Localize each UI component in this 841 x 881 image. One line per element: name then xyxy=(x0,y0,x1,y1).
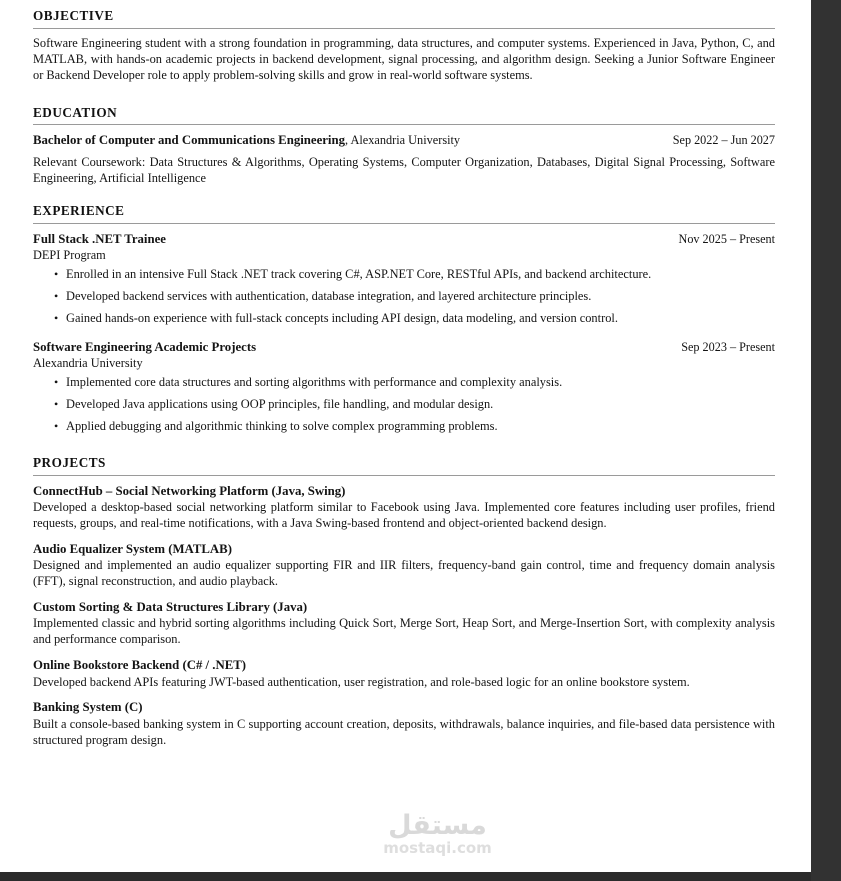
section-projects xyxy=(33,447,775,749)
project-entry xyxy=(33,599,775,648)
project-description: Developed backend APIs featuring JWT-based authentication, user registration, and role-based logic for an online bookstore system. xyxy=(33,674,690,689)
project-description: Built a console-based banking system in C supporting account creation, deposits, withdrawals, balance inquiries, and file-based data persistence with structured program design. xyxy=(33,716,775,747)
section-title-projects: PROJECTS xyxy=(33,454,106,470)
project-name: Banking System (C) xyxy=(33,700,143,715)
experience-entry-title: Full Stack .NET Trainee xyxy=(33,231,166,246)
experience-bullet-list xyxy=(33,267,775,327)
section-experience xyxy=(33,195,775,435)
experience-entry-header xyxy=(33,231,775,248)
experience-bullet: • Enrolled in an intensive Full Stack .NET track covering C#, ASP.NET Core, RESTful APIs, and backend architecture. xyxy=(66,267,775,283)
experience-entry xyxy=(33,231,775,327)
section-rule-objective xyxy=(33,28,775,29)
experience-bullet: • Developed backend services with authentication, database integration, and layered architecture principles. xyxy=(66,289,775,305)
experience-entry-date: Sep 2023 – Present xyxy=(681,339,775,354)
watermark xyxy=(330,812,545,857)
section-rule-education xyxy=(33,124,775,125)
project-entry xyxy=(33,657,775,690)
education-coursework: Relevant Coursework: Data Structures & Algorithms, Operating Systems, Computer Organization, Databases, Digital Signal Processing, Software Engineering, Artificial Intelligence xyxy=(33,155,775,186)
project-name: Custom Sorting & Data Structures Library (Java) xyxy=(33,600,308,614)
project-description: Implemented classic and hybrid sorting algorithms including Quick Sort, Merge Sort, Heap Sort, and Merge-Insertion Sort, with complexity analysis and performance comparison. xyxy=(33,616,775,647)
education-degree: Bachelor of Computer and Communications Engineering xyxy=(33,133,345,148)
project-entry xyxy=(33,541,775,590)
project-description: Designed and implemented an audio equalizer supporting FIR and IIR filters, frequency-band gain control, time and frequency domain analysis (FFT), signal reconstruction, and audio playback. xyxy=(33,558,775,589)
resume-content xyxy=(33,0,775,749)
project-name: ConnectHub – Social Networking Platform (Java, Swing) xyxy=(33,483,346,498)
experience-entry-header xyxy=(33,339,775,356)
viewer-right-chrome xyxy=(811,0,841,881)
experience-entry-date: Nov 2025 – Present xyxy=(678,231,775,246)
objective-body: Software Engineering student with a strong foundation in programming, data structures, and computer systems. Experienced in Java, Python, C, and MATLAB, with hands-on academic projects in backend development, signal processing, and algorithm design. Seeking a Junior Software Engineer or Backend Developer role to apply problem-solving skills and grow in real-world software systems. xyxy=(33,35,775,82)
watermark-url: mostaqi.com xyxy=(383,839,492,857)
experience-bullet: • Developed Java applications using OOP principles, file handling, and modular design. xyxy=(66,397,775,413)
section-rule-experience xyxy=(33,223,775,224)
education-degree-line xyxy=(33,132,460,149)
section-rule-projects xyxy=(33,475,775,476)
project-entry xyxy=(33,699,775,748)
experience-bullet-list xyxy=(33,375,775,435)
section-title-experience: EXPERIENCE xyxy=(33,203,125,219)
spacer xyxy=(33,86,775,97)
section-education xyxy=(33,97,775,188)
section-title-objective: OBJECTIVE xyxy=(33,8,114,23)
experience-entry-subtitle: DEPI Program xyxy=(33,247,106,262)
project-name: Online Bookstore Backend (C# / .NET) xyxy=(33,658,247,673)
education-entry-header xyxy=(33,132,775,149)
experience-bullet: • Implemented core data structures and sorting algorithms with performance and complexity analysis. xyxy=(66,375,775,391)
section-title-education: EDUCATION xyxy=(33,104,118,120)
experience-entry-subtitle: Alexandria University xyxy=(33,355,143,370)
experience-bullet: • Gained hands-on experience with full-stack concepts including API design, data modeling, and version control. xyxy=(66,311,775,327)
education-school: , Alexandria University xyxy=(345,133,461,148)
education-date: Sep 2022 – Jun 2027 xyxy=(672,133,775,148)
experience-bullet: • Applied debugging and algorithmic thinking to solve complex programming problems. xyxy=(66,419,775,435)
project-description: Developed a desktop-based social networking platform similar to Facebook using Java. Implemented core features including user profiles, friend requests, groups, and real-time notifications, with a Java Swing-based frontend and object-oriented backend design. xyxy=(33,500,775,530)
project-entry xyxy=(33,483,775,532)
watermark-arabic-text: مستقل xyxy=(388,810,487,841)
viewer-bottom-chrome xyxy=(0,872,811,881)
experience-entry-title: Software Engineering Academic Projects xyxy=(33,339,257,354)
section-objective xyxy=(33,0,775,84)
project-name: Audio Equalizer System (MATLAB) xyxy=(33,541,232,556)
experience-entry xyxy=(33,339,775,435)
